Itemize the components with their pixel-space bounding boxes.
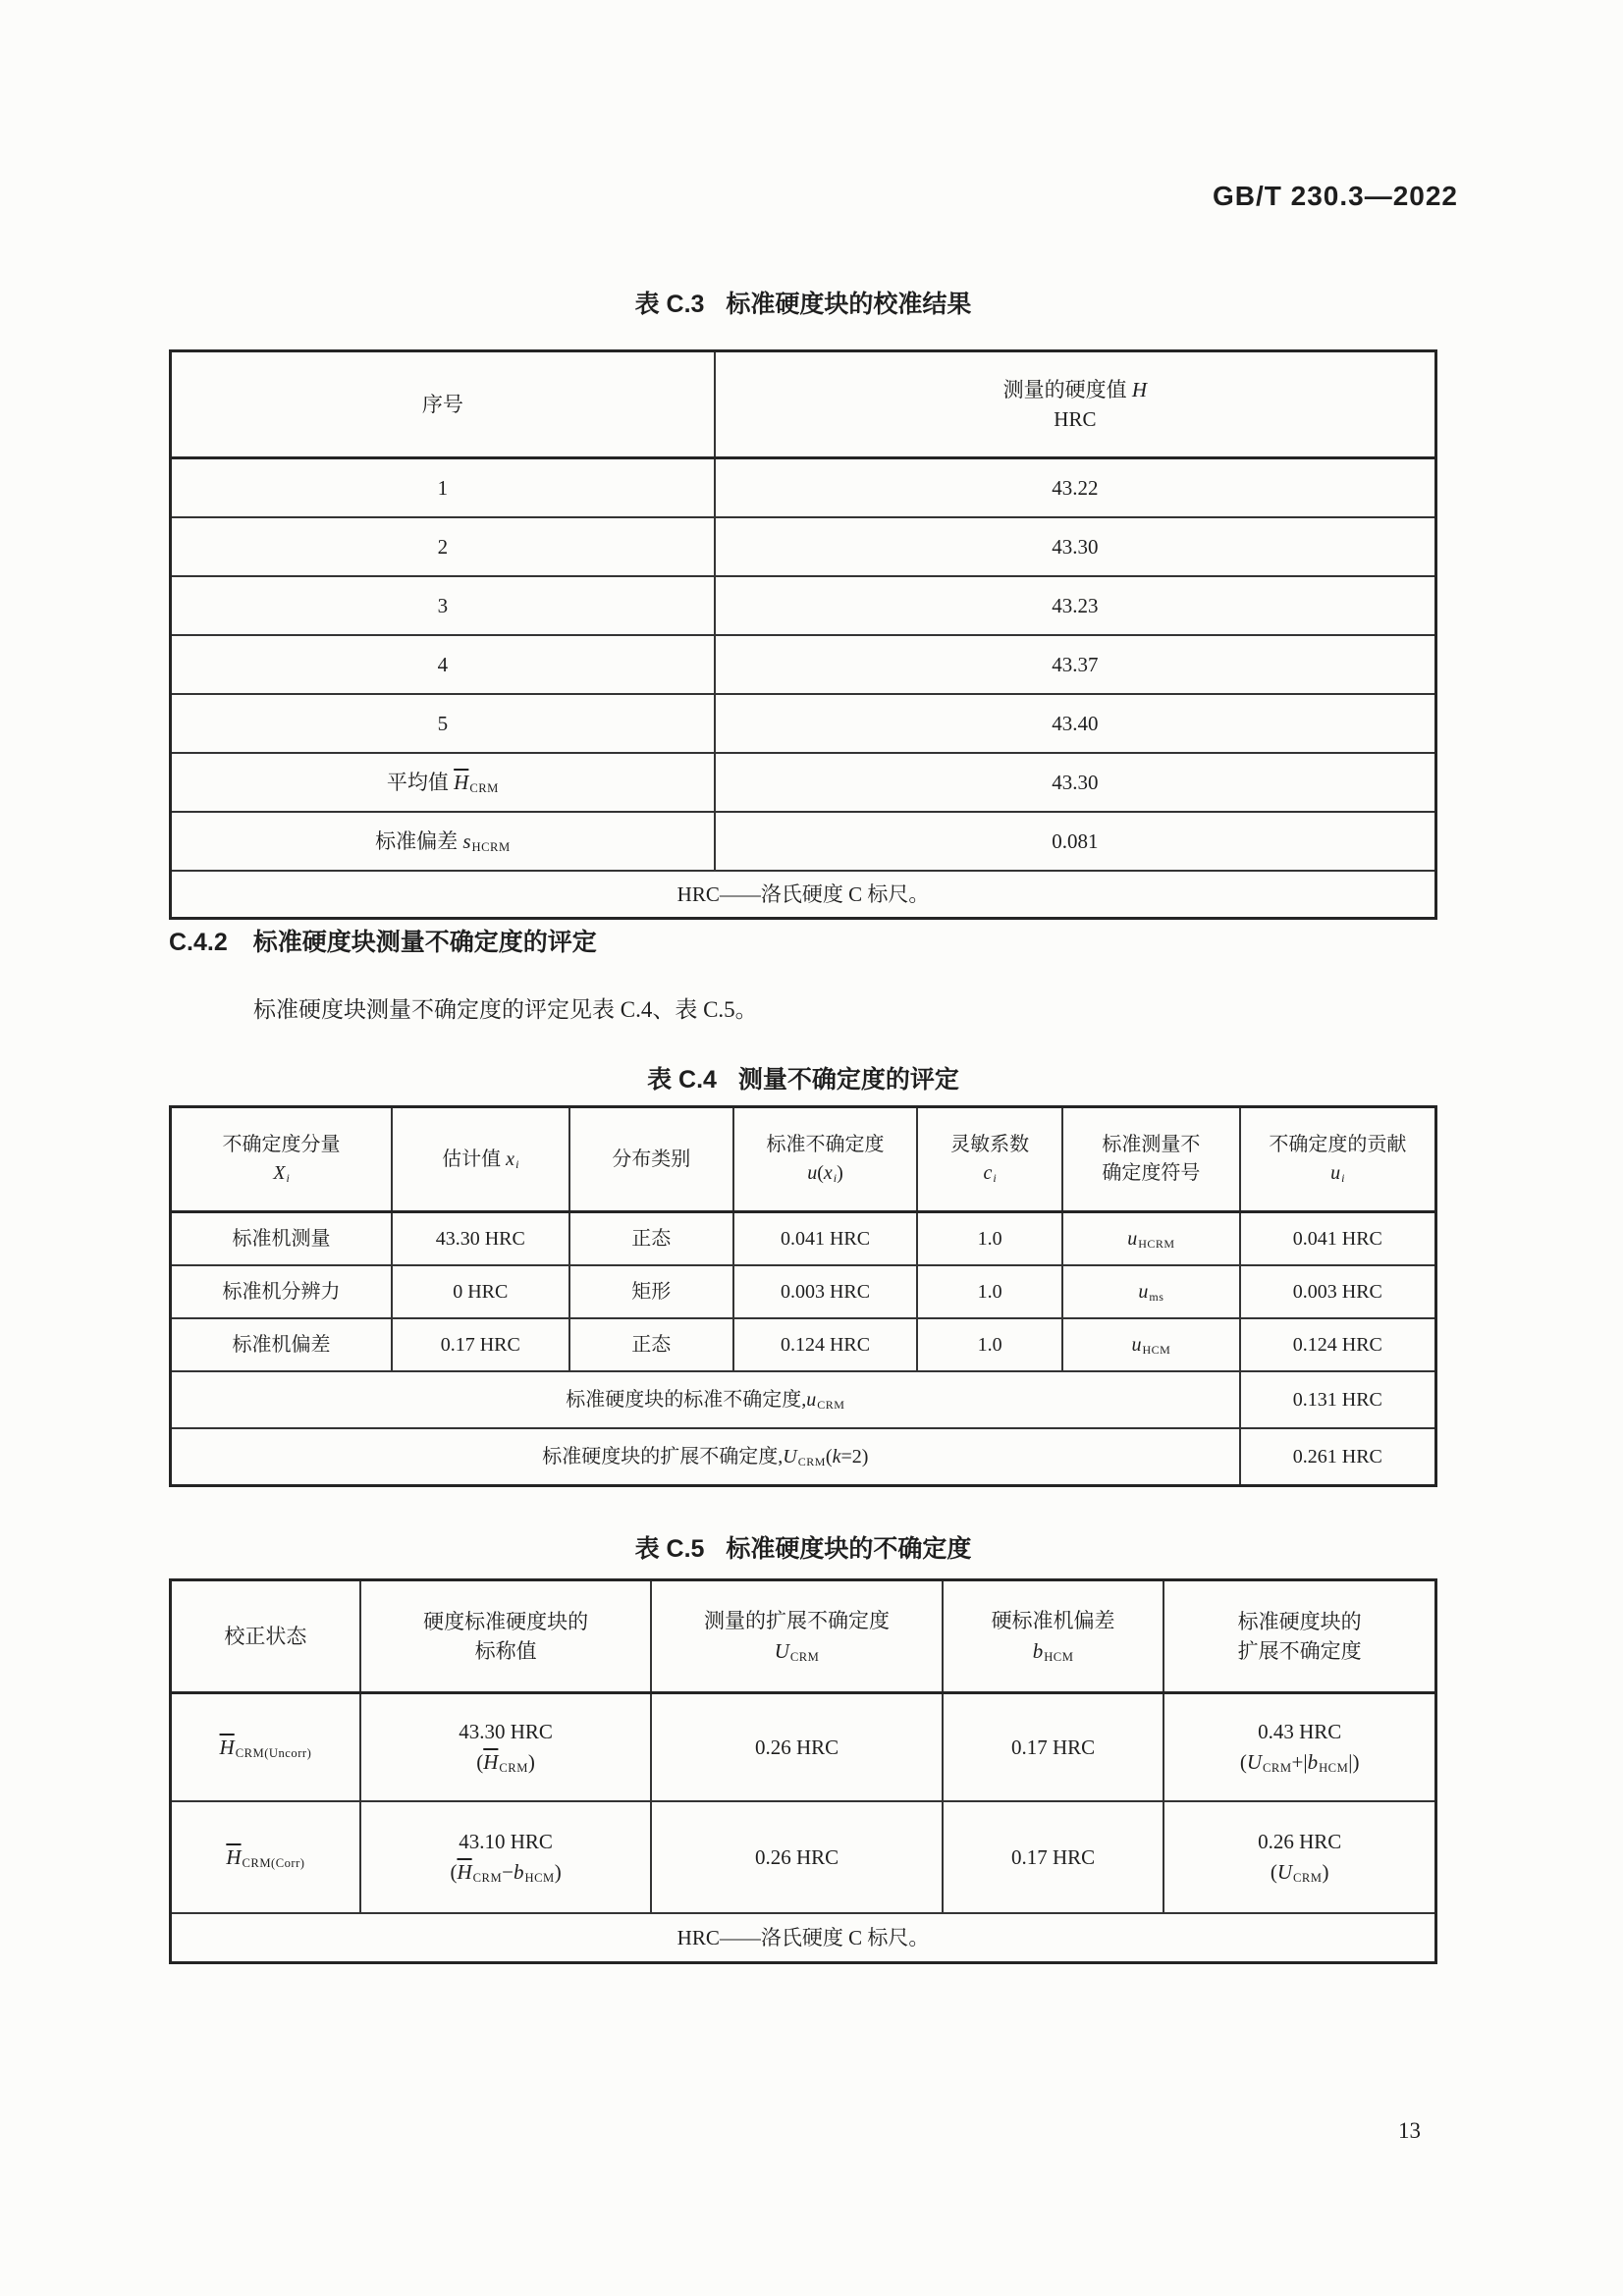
c4-header-std-uncertainty xyxy=(733,1107,917,1212)
c3-row-no: 4 xyxy=(171,635,715,694)
c4-cell-symbol: uHCM xyxy=(1062,1318,1239,1371)
c4-cell-sensitivity: 1.0 xyxy=(917,1318,1062,1371)
table-c5-header-row xyxy=(171,1580,1436,1693)
c3-row-value: 43.30 xyxy=(715,517,1436,576)
c5-cell-bhcm: 0.17 HRC xyxy=(943,1693,1164,1802)
c4-cell-distribution: 矩形 xyxy=(569,1265,734,1318)
table-c3 xyxy=(169,349,1437,920)
table-c5-label: 表 C.5 xyxy=(634,1535,705,1563)
c4-header-component-line2: Xi xyxy=(273,1162,290,1186)
c4-cell-estimate: 0 HRC xyxy=(392,1265,568,1318)
page-number: 13 xyxy=(1398,2118,1421,2143)
c4-cell-std-uncertainty: 0.124 HRC xyxy=(733,1318,917,1371)
c4-cell-contribution: 0.003 HRC xyxy=(1240,1265,1436,1318)
c4-header-std-line1: 标准不确定度 xyxy=(766,1134,885,1155)
c5-header-expanded-line2: 扩展不确定度 xyxy=(1237,1639,1362,1663)
table-row xyxy=(171,694,1436,753)
c5-cell-ucrm: 0.26 HRC xyxy=(651,1693,942,1802)
c4-header-sens-line2: ci xyxy=(983,1162,997,1186)
c4-cell-symbol: uHCRM xyxy=(1062,1212,1239,1266)
c5-header-expanded-line1: 标准硬度块的 xyxy=(1237,1609,1362,1633)
summary-row xyxy=(171,1371,1436,1428)
c5-nominal-formula: $(\overline{H}CRM)$ xyxy=(476,1749,535,1776)
section-paragraph: 标准硬度块测量不确定度的评定见表 C.4、表 C.5。 xyxy=(253,997,758,1022)
c3-row-no: 1 xyxy=(171,458,715,518)
c4-header-distribution: 分布类别 xyxy=(569,1107,734,1212)
c5-header-bhcm xyxy=(943,1580,1164,1693)
c4-cell-distribution: 正态 xyxy=(569,1212,734,1266)
c4-header-contrib-line1: 不确定度的贡献 xyxy=(1269,1134,1407,1155)
c4-cell-estimate: 0.17 HRC xyxy=(392,1318,568,1371)
c4-cell-component: 标准机偏差 xyxy=(171,1318,393,1371)
std-dev-row xyxy=(171,812,1436,871)
c4-header-contribution xyxy=(1240,1107,1436,1212)
section-heading xyxy=(169,923,597,958)
c4-header-symbol-line1: 标准测量不 xyxy=(1102,1134,1201,1155)
table-c4-label: 表 C.4 xyxy=(647,1066,717,1094)
c3-row-value: 43.22 xyxy=(715,458,1436,518)
table-row xyxy=(171,635,1436,694)
c5-cell-nominal xyxy=(360,1801,651,1913)
table-row xyxy=(171,1212,1436,1266)
c3-row-no: 5 xyxy=(171,694,715,753)
c3-row-value: 43.23 xyxy=(715,576,1436,635)
c5-header-ucrm-line2: UCRM xyxy=(774,1638,820,1665)
table-row xyxy=(171,1318,1436,1371)
table-row xyxy=(171,1801,1436,1913)
table-c3-header-row xyxy=(171,351,1436,458)
c4-cell-std-uncertainty: 0.041 HRC xyxy=(733,1212,917,1266)
table-c3-title-text: 标准硬度块的校准结果 xyxy=(726,291,972,318)
c4-cell-contribution: 0.124 HRC xyxy=(1240,1318,1436,1371)
c4-header-estimate: 估计值 xi xyxy=(392,1107,568,1212)
table-row xyxy=(171,458,1436,518)
c4-header-contrib-line2: ui xyxy=(1330,1162,1345,1186)
c4-cell-std-uncertainty: 0.003 HRC xyxy=(733,1265,917,1318)
c5-header-expanded xyxy=(1163,1580,1435,1693)
table-row xyxy=(171,576,1436,635)
c5-expanded-value: 0.43 HRC xyxy=(1258,1720,1342,1744)
c3-footnote: HRC——洛氏硬度 C 标尺。 xyxy=(171,871,1436,919)
c3-row-value: 43.37 xyxy=(715,635,1436,694)
c5-header-bhcm-line2: bHCM xyxy=(1032,1638,1074,1665)
c4-cell-distribution: 正态 xyxy=(569,1318,734,1371)
c4-header-sens-line1: 灵敏系数 xyxy=(950,1134,1030,1155)
table-c4-header-row xyxy=(171,1107,1436,1212)
c4-header-std-line2: u(xi) xyxy=(807,1162,843,1186)
c5-expanded-formula: (UCRM+|bHCM|) xyxy=(1239,1749,1360,1776)
c4-cell-contribution: 0.041 HRC xyxy=(1240,1212,1436,1266)
section-title: 标准硬度块测量不确定度的评定 xyxy=(252,929,597,956)
c5-header-nominal-line2: 标称值 xyxy=(474,1639,537,1663)
c4-header-component xyxy=(171,1107,393,1212)
c5-cell-state: $\overline{H}CRM(Uncorr)$ xyxy=(171,1693,360,1802)
c3-row-no: 3 xyxy=(171,576,715,635)
c3-row-value: 43.40 xyxy=(715,694,1436,753)
c3-header-seq: 序号 xyxy=(171,351,715,458)
table-row xyxy=(171,1265,1436,1318)
c4-cell-sensitivity: 1.0 xyxy=(917,1265,1062,1318)
c5-cell-state: $\overline{H}CRM(Corr)$ xyxy=(171,1801,360,1913)
c3-std-value: 0.081 xyxy=(715,812,1436,871)
c4-header-sensitivity xyxy=(917,1107,1062,1212)
table-c5 xyxy=(169,1578,1437,1964)
c3-header-value-line2: HRC xyxy=(1054,407,1097,431)
c5-header-state: 校正状态 xyxy=(171,1580,360,1693)
c5-nominal-formula: $(\overline{H}CRM-bHCM)$ xyxy=(450,1859,562,1886)
table-c5-title xyxy=(169,1529,1437,1565)
table-c4-title xyxy=(169,1060,1437,1095)
mean-row xyxy=(171,753,1436,812)
c4-cell-component: 标准机分辨力 xyxy=(171,1265,393,1318)
c4-cell-estimate: 43.30 HRC xyxy=(392,1212,568,1266)
c5-nominal-value: 43.30 HRC xyxy=(459,1720,553,1744)
c5-header-bhcm-line1: 硬标准机偏差 xyxy=(991,1609,1115,1633)
c3-header-value-line1: 测量的硬度值 H xyxy=(1002,377,1148,401)
c5-cell-nominal xyxy=(360,1693,651,1802)
c3-header-value xyxy=(715,351,1436,458)
c5-cell-expanded xyxy=(1163,1693,1435,1802)
c4-summary-label: 标准硬度块的扩展不确定度,UCRM(k=2) xyxy=(171,1428,1240,1486)
table-c4 xyxy=(169,1105,1437,1487)
summary-row xyxy=(171,1428,1436,1486)
standard-code: GB/T 230.3—2022 xyxy=(1212,181,1458,211)
table-c4-title-text: 测量不确定度的评定 xyxy=(737,1066,959,1094)
c3-mean-label: 平均值 $\overline{H}CRM$ xyxy=(171,753,715,812)
table-row xyxy=(171,1693,1436,1802)
c5-expanded-formula: (UCRM) xyxy=(1270,1859,1329,1886)
c4-cell-sensitivity: 1.0 xyxy=(917,1212,1062,1266)
table-c3-label: 表 C.3 xyxy=(634,291,705,318)
c5-cell-bhcm: 0.17 HRC xyxy=(943,1801,1164,1913)
c4-cell-component: 标准机测量 xyxy=(171,1212,393,1266)
c5-header-ucrm xyxy=(651,1580,942,1693)
c4-cell-symbol: ums xyxy=(1062,1265,1239,1318)
c4-summary-label: 标准硬度块的标准不确定度,uCRM xyxy=(171,1371,1240,1428)
footnote-row xyxy=(171,871,1436,919)
table-row xyxy=(171,517,1436,576)
c5-expanded-value: 0.26 HRC xyxy=(1258,1830,1342,1854)
c5-cell-ucrm: 0.26 HRC xyxy=(651,1801,942,1913)
c5-cell-expanded xyxy=(1163,1801,1435,1913)
c5-footnote: HRC——洛氏硬度 C 标尺。 xyxy=(171,1913,1436,1963)
c5-header-nominal-line1: 硬度标准硬度块的 xyxy=(423,1609,589,1633)
c5-header-nominal xyxy=(360,1580,651,1693)
c4-summary-value: 0.261 HRC xyxy=(1240,1428,1436,1486)
section-number: C.4.2 xyxy=(169,929,228,956)
c5-header-ucrm-line1: 测量的扩展不确定度 xyxy=(704,1609,891,1633)
table-c3-title xyxy=(169,285,1437,320)
c4-header-symbol xyxy=(1062,1107,1239,1212)
c4-summary-value: 0.131 HRC xyxy=(1240,1371,1436,1428)
c3-std-label: 标准偏差 sHCRM xyxy=(171,812,715,871)
footnote-row xyxy=(171,1913,1436,1963)
c4-header-symbol-line2: 确定度符号 xyxy=(1102,1162,1201,1184)
c4-header-component-line1: 不确定度分量 xyxy=(222,1134,341,1155)
c3-row-no: 2 xyxy=(171,517,715,576)
c5-nominal-value: 43.10 HRC xyxy=(459,1830,553,1854)
c3-mean-value: 43.30 xyxy=(715,753,1436,812)
table-c5-title-text: 标准硬度块的不确定度 xyxy=(726,1535,972,1563)
